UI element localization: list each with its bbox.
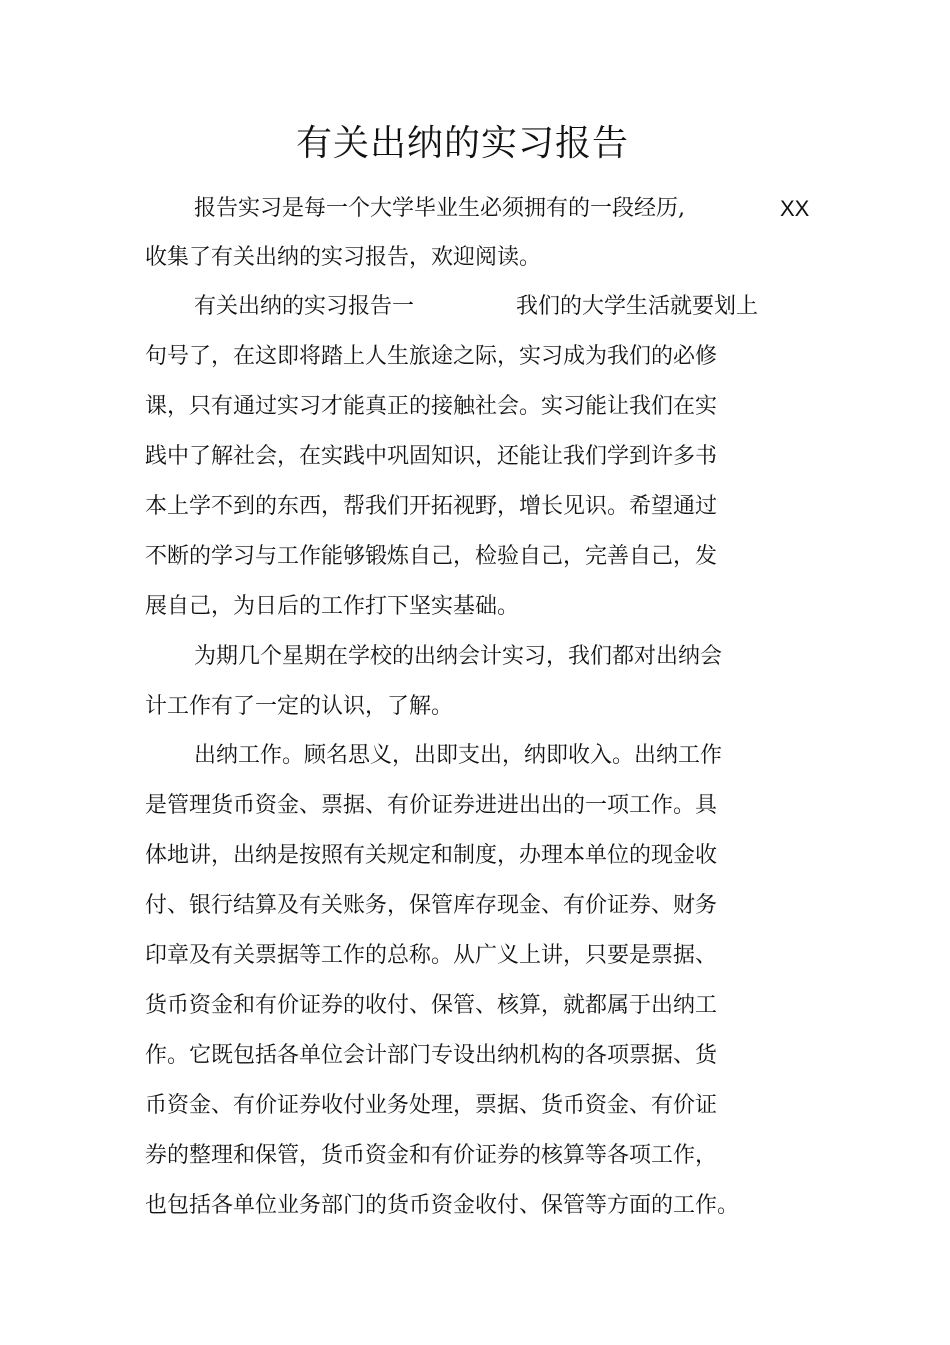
paragraph3-line: 也包括各单位业务部门的货币资金收付、保管等方面的工作。 xyxy=(145,1193,740,1218)
paragraph3-line: 是管理货币资金、票据、有价证券进进出出的一项工作。具 xyxy=(145,793,718,818)
document-title: 有关出纳的实习报告 xyxy=(295,123,629,164)
paragraph3-line: 币资金、有价证券收付业务处理，票据、货币资金、有价证 xyxy=(145,1093,718,1118)
paragraph3-line: 付、银行结算及有关账务，保管库存现金、有价证券、财务 xyxy=(145,893,718,918)
intro-line-2: 收集了有关出纳的实习报告，欢迎阅读。 xyxy=(145,245,542,270)
paragraph3-line: 印章及有关票据等工作的总称。从广义上讲，只要是票据、 xyxy=(145,943,718,968)
intro-line-1: 报告实习是每一个大学毕业生必须拥有的一段经历, xyxy=(194,196,685,221)
paragraph3-line: 券的整理和保管，货币资金和有价证券的核算等各项工作， xyxy=(145,1143,718,1168)
intro-placeholder-xx: XX xyxy=(780,196,810,221)
section1-heading: 有关出纳的实习报告一 xyxy=(194,294,415,319)
section1-line: 践中了解社会，在实践中巩固知识，还能让我们学到许多书 xyxy=(145,444,718,469)
paragraph2-line: 为期几个星期在学校的出纳会计实习，我们都对出纳会 xyxy=(194,644,723,669)
section1-line: 本上学不到的东西，帮我们开拓视野，增长见识。希望通过 xyxy=(145,494,718,519)
section1-line: 句号了，在这即将踏上人生旅途之际，实习成为我们的必修 xyxy=(145,344,718,369)
section1-line: 课，只有通过实习才能真正的接触社会。实习能让我们在实 xyxy=(145,394,718,419)
paragraph3-line: 货币资金和有价证券的收付、保管、核算，就都属于出纳工 xyxy=(145,993,718,1018)
paragraph3-line: 出纳工作。顾名思义，出即支出，纳即收入。出纳工作 xyxy=(194,743,723,768)
paragraph2-line: 计工作有了一定的认识，了解。 xyxy=(145,694,454,719)
paragraph3-line: 作。它既包括各单位会计部门专设出纳机构的各项票据、货 xyxy=(145,1043,718,1068)
section1-line: 不断的学习与工作能够锻炼自己，检验自己，完善自己，发 xyxy=(145,544,718,569)
section1-line: 展自己，为日后的工作打下坚实基础。 xyxy=(145,594,520,619)
section1-heading-tail: 我们的大学生活就要划上 xyxy=(516,294,759,319)
paragraph3-line: 体地讲，出纳是按照有关规定和制度，办理本单位的现金收 xyxy=(145,843,718,868)
